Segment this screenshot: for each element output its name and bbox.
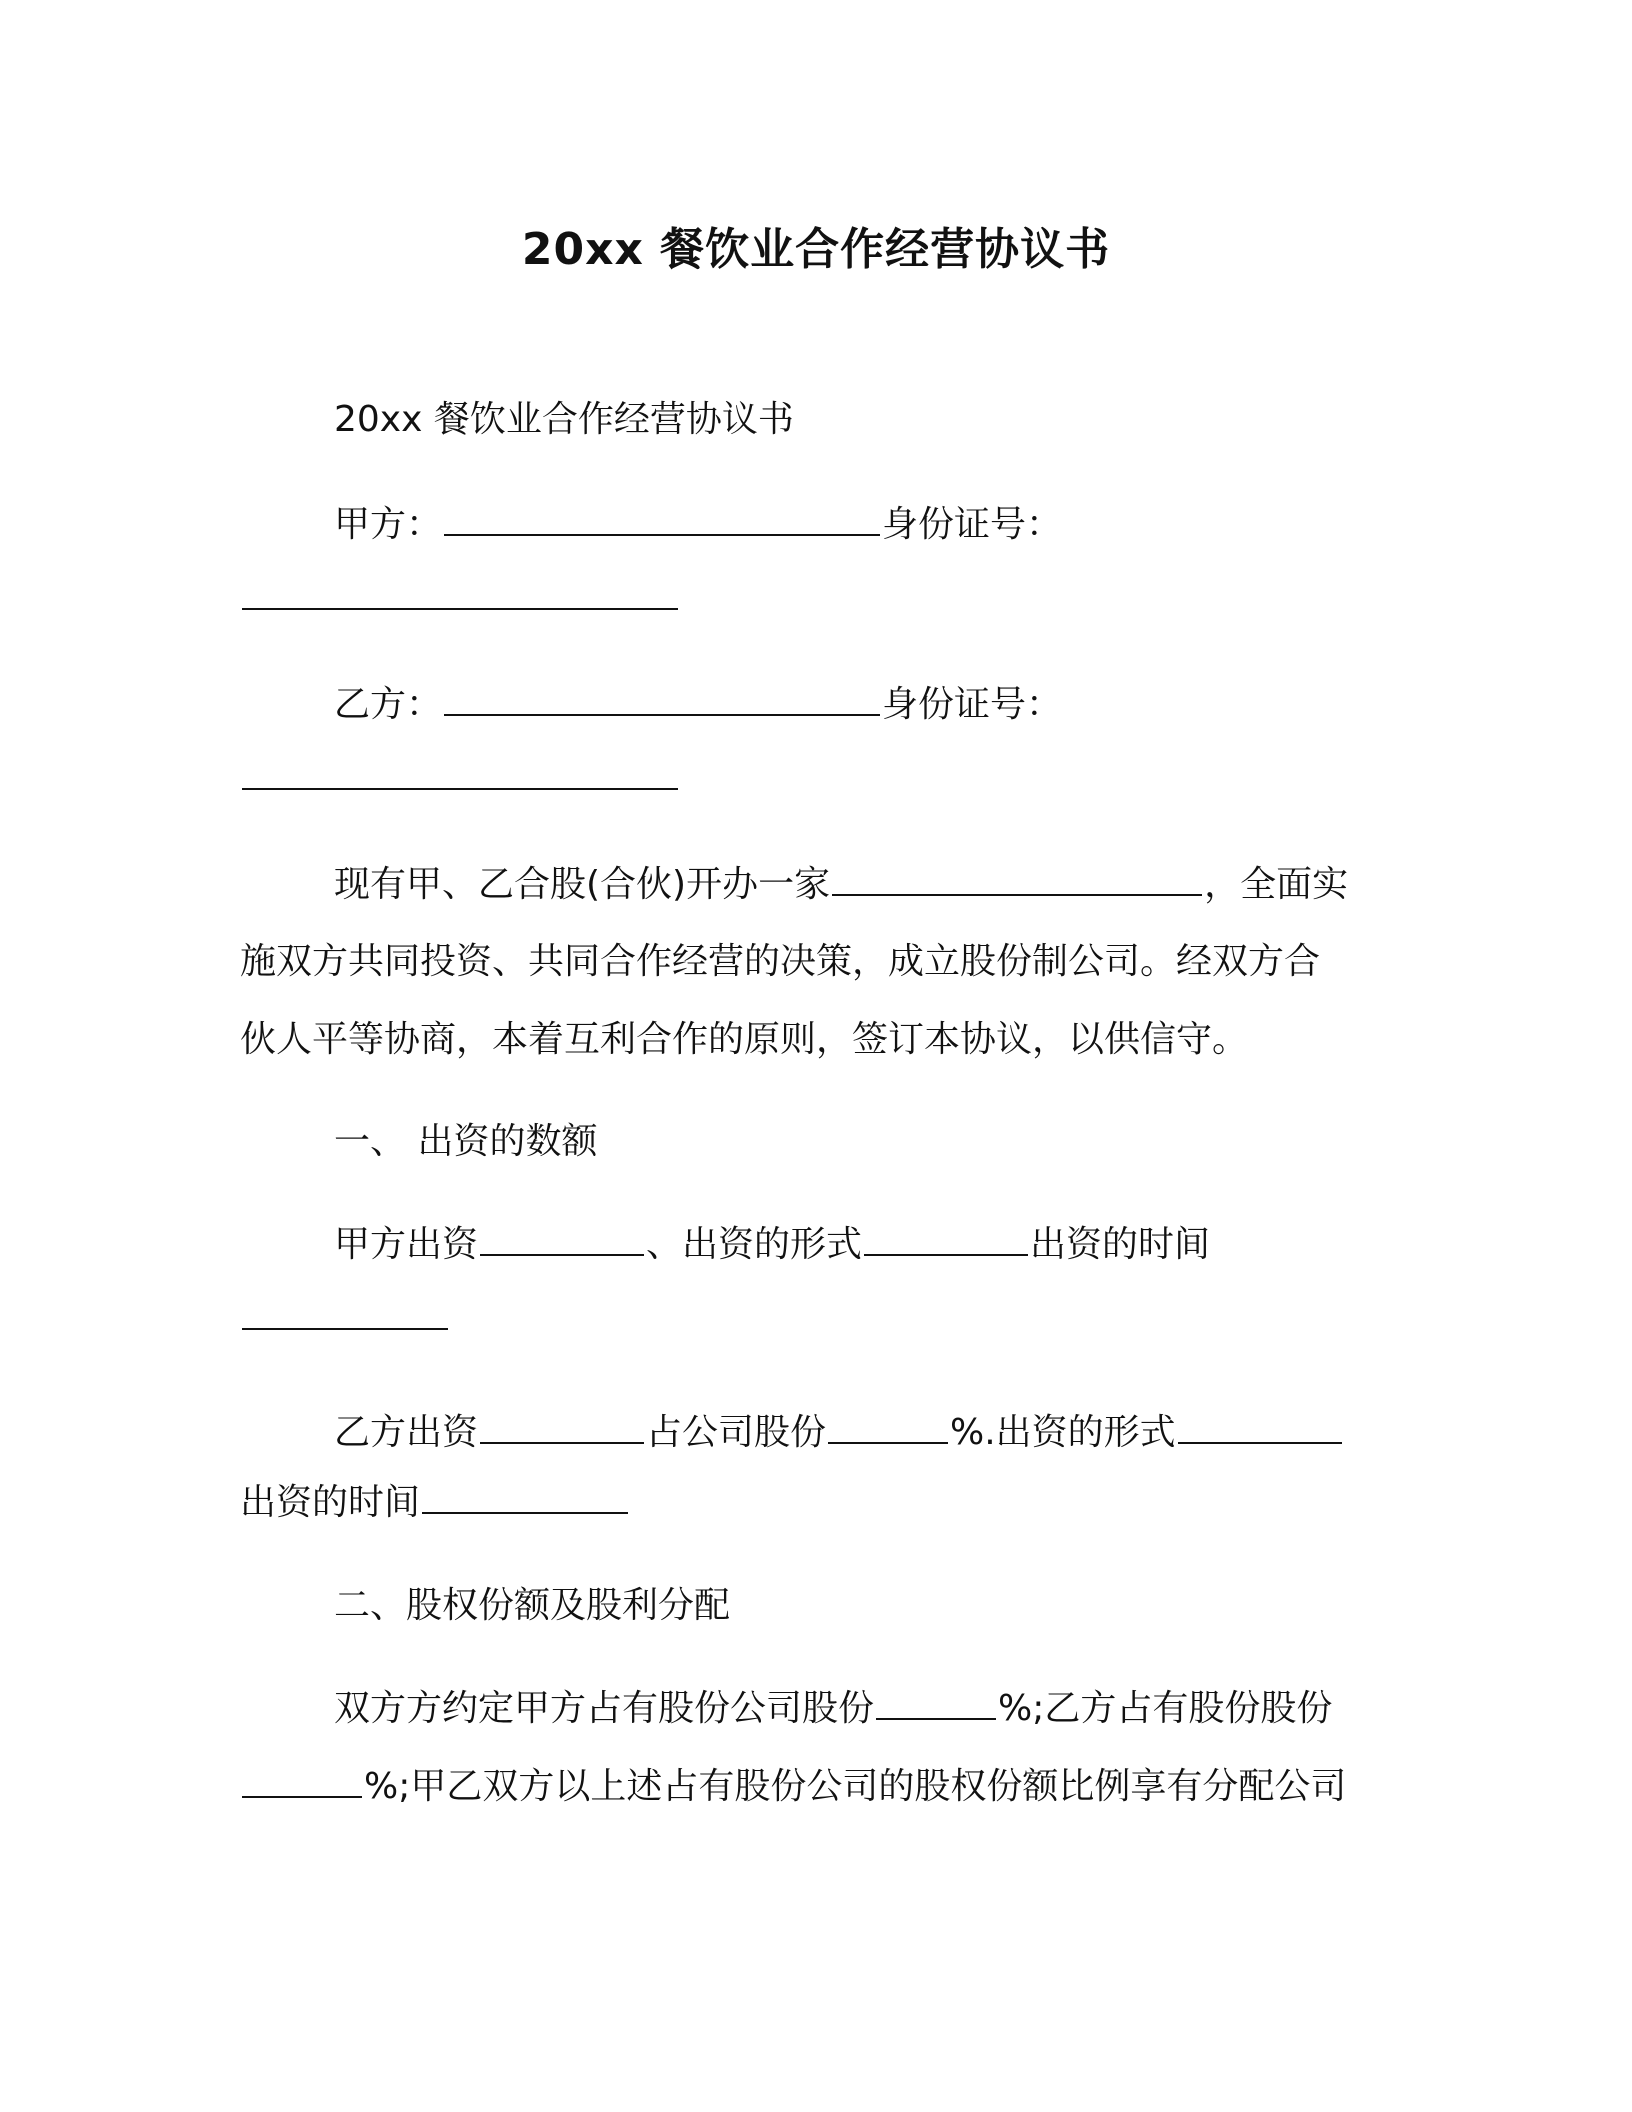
party-b-name-blank — [444, 680, 880, 716]
party-a-name-blank — [444, 500, 880, 536]
a-invest-text-a: 甲方出资 — [334, 1224, 479, 1265]
intro-line-3: 伙人平等协商，本着互利合作的原则，签订本协议，以供信守。 — [240, 1019, 1249, 1060]
party-b-id-blank — [242, 754, 678, 790]
party-a-id-blank — [242, 574, 678, 610]
party-b-label: 乙方： — [334, 684, 443, 725]
intro-text-1b: ，全面实 — [1204, 864, 1349, 905]
b-invest-text-a: 乙方出资 — [334, 1412, 479, 1453]
b-invest-amount-blank — [480, 1408, 644, 1444]
party-a-line — [334, 500, 1062, 549]
equity-text-1a: 双方方约定甲方占有股份公司股份 — [334, 1688, 875, 1729]
party-b-id-label: 身份证号： — [882, 684, 1063, 725]
party-a-investment-line — [334, 1220, 1210, 1269]
equity-line-1 — [334, 1684, 1332, 1733]
party-b-id-line — [240, 754, 680, 803]
b-equity-percent-blank — [242, 1762, 362, 1798]
party-b-investment-time-line — [240, 1478, 630, 1527]
party-a-label: 甲方： — [334, 504, 443, 545]
a-invest-form-blank — [864, 1220, 1028, 1256]
intro-text-1a: 现有甲、乙合股(合伙)开办一家 — [334, 864, 831, 905]
party-a-investment-time-line — [240, 1294, 450, 1343]
section-2-heading: 二、股权份额及股利分配 — [334, 1585, 731, 1626]
intro-line-1 — [334, 860, 1348, 909]
document-title: 20xx 餐饮业合作经营协议书 — [521, 224, 1111, 275]
subtitle: 20xx 餐饮业合作经营协议书 — [334, 399, 794, 440]
a-invest-amount-blank — [480, 1220, 644, 1256]
intro-line-2: 施双方共同投资、共同合作经营的决策，成立股份制公司。经双方合 — [240, 941, 1321, 982]
business-name-blank — [832, 860, 1202, 896]
b-share-percent-blank — [828, 1408, 948, 1444]
section-1-heading: 一、 出资的数额 — [334, 1121, 598, 1162]
b-invest-text-d: 出资的时间 — [240, 1482, 421, 1523]
party-b-investment-line — [334, 1408, 1344, 1457]
party-a-id-label: 身份证号： — [882, 504, 1063, 545]
equity-line-2 — [240, 1762, 1346, 1811]
b-invest-text-c: %.出资的形式 — [950, 1412, 1176, 1453]
a-invest-text-c: 出资的时间 — [1030, 1224, 1211, 1265]
equity-text-2b: %;甲乙双方以上述占有股份公司的股权份额比例享有分配公司 — [364, 1766, 1347, 1807]
equity-text-1b: %;乙方占有股份股份 — [998, 1688, 1333, 1729]
b-invest-time-blank — [422, 1478, 628, 1514]
a-invest-text-b: 、出资的形式 — [646, 1224, 863, 1265]
b-invest-text-b: 占公司股份 — [646, 1412, 827, 1453]
a-equity-percent-blank — [876, 1684, 996, 1720]
party-b-line — [334, 680, 1062, 729]
a-invest-time-blank — [242, 1294, 448, 1330]
b-invest-form-blank — [1178, 1408, 1342, 1444]
party-a-id-line — [240, 574, 680, 623]
